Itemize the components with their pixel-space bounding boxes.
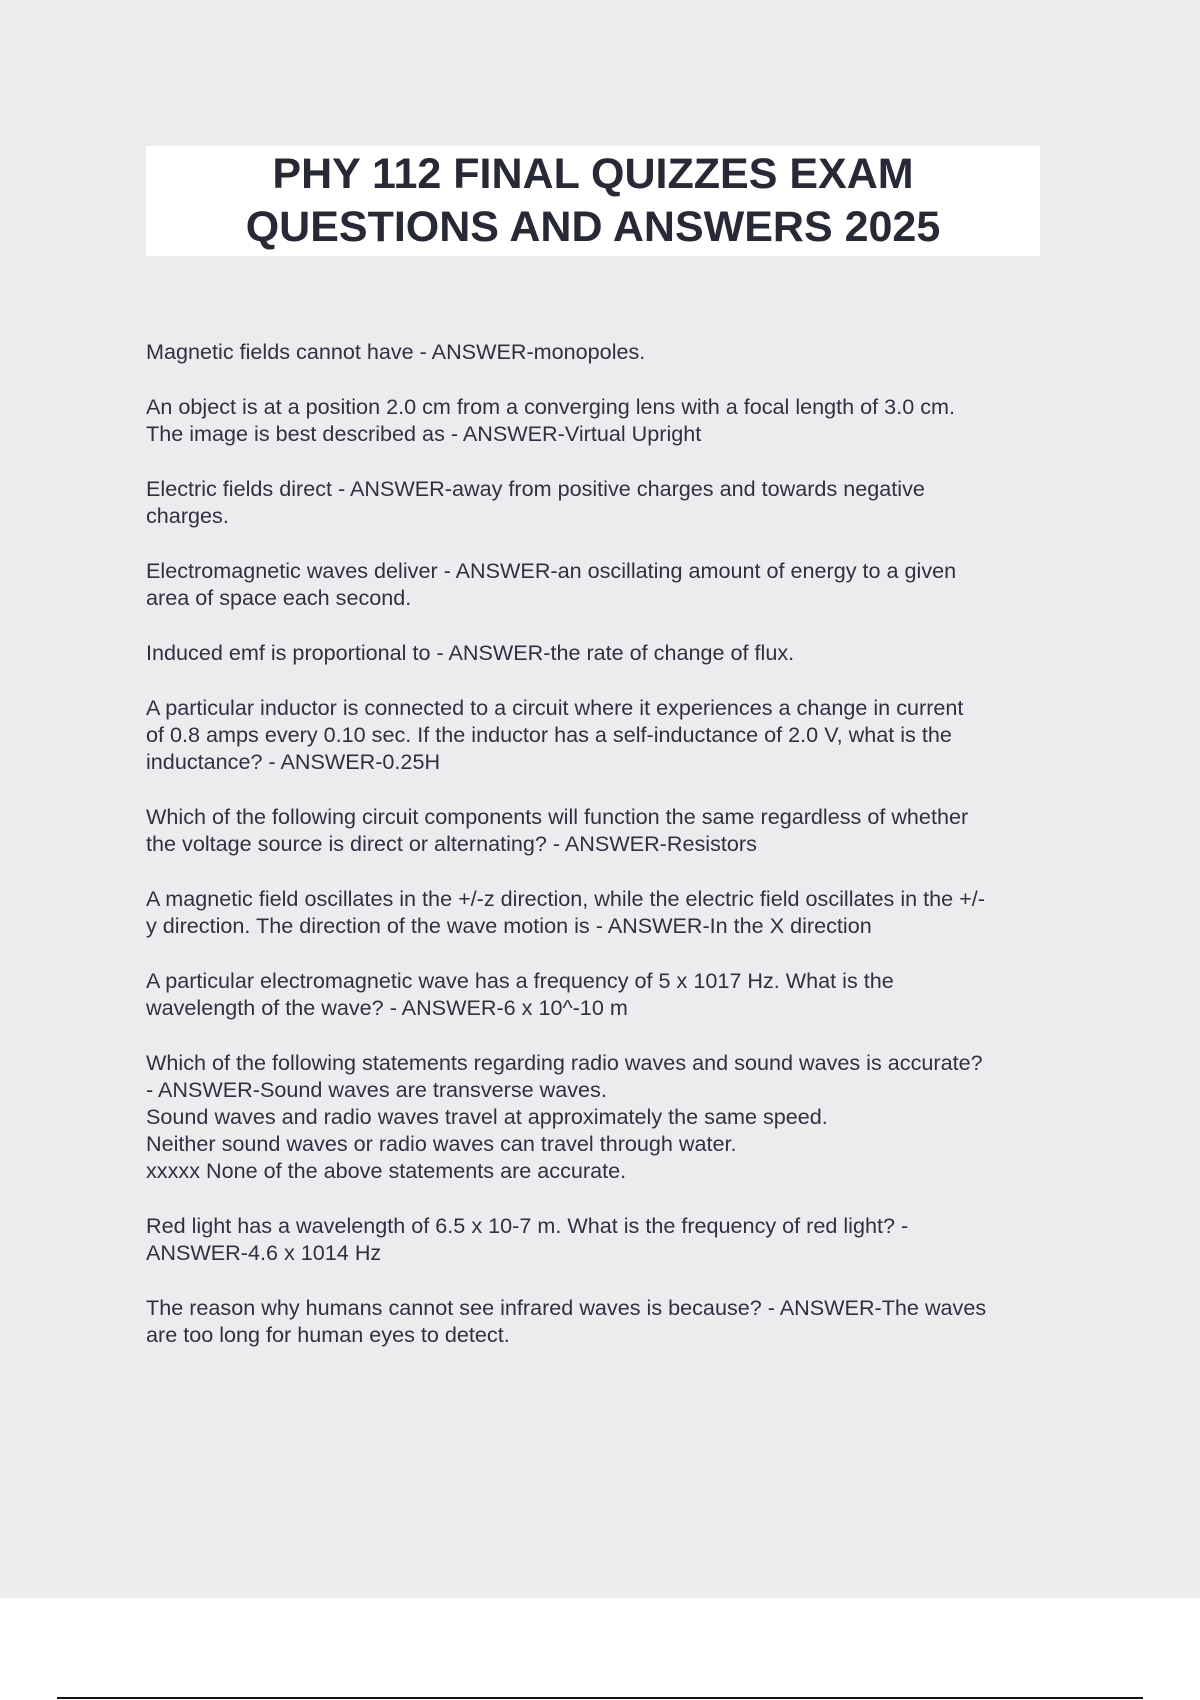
qa-line: wavelength of the wave? - ANSWER-6 x 10^-10 m (146, 995, 628, 1020)
qa-line: the voltage source is direct or alternating? - ANSWER-Resistors (146, 831, 757, 856)
qa-item (146, 885, 1090, 939)
qa-line: - ANSWER-Sound waves are transverse waves. (146, 1077, 607, 1102)
qa-item (146, 338, 1090, 365)
qa-line: The image is best described as - ANSWER-Virtual Upright (146, 421, 702, 446)
footer-divider (57, 1697, 1143, 1699)
qa-line: Which of the following circuit components will function the same regardless of whether (146, 804, 969, 829)
qa-line: inductance? - ANSWER-0.25H (146, 749, 441, 774)
qa-line: charges. (146, 503, 229, 528)
title-line-2: QUESTIONS AND ANSWERS 2025 (245, 203, 941, 251)
qa-item (146, 1212, 1090, 1266)
qa-item (146, 393, 1090, 447)
page-title (246, 148, 941, 254)
qa-item (146, 694, 1090, 775)
qa-line: Induced emf is proportional to - ANSWER-the rate of change of flux. (146, 640, 795, 665)
qa-line: ANSWER-4.6 x 1014 Hz (146, 1240, 382, 1265)
qa-item (146, 1294, 1090, 1348)
qa-line: A magnetic field oscillates in the +/-z direction, while the electric field oscillates in the +/- (146, 886, 985, 911)
qa-line: Electromagnetic waves deliver - ANSWER-an oscillating amount of energy to a given (146, 558, 957, 583)
qa-line: A particular electromagnetic wave has a frequency of 5 x 1017 Hz. What is the (146, 968, 894, 993)
qa-line: Electric fields direct - ANSWER-away from positive charges and towards negative (146, 476, 925, 501)
qa-line: Red light has a wavelength of 6.5 x 10-7 m. What is the frequency of red light? - (146, 1213, 909, 1238)
qa-line: y direction. The direction of the wave motion is - ANSWER-In the X direction (146, 913, 872, 938)
title-banner (146, 146, 1040, 256)
qa-line: Neither sound waves or radio waves can travel through water. (146, 1131, 737, 1156)
qa-line: A particular inductor is connected to a circuit where it experiences a change in current (146, 695, 964, 720)
qa-item (146, 967, 1090, 1021)
qa-item (146, 475, 1090, 529)
qa-item (146, 1049, 1090, 1184)
qa-line: area of space each second. (146, 585, 412, 610)
qa-line: are too long for human eyes to detect. (146, 1322, 510, 1347)
question-answer-list (146, 338, 1090, 1376)
qa-line: An object is at a position 2.0 cm from a converging lens with a focal length of 3.0 cm. (146, 394, 955, 419)
qa-item (146, 639, 1090, 666)
qa-line: Sound waves and radio waves travel at approximately the same speed. (146, 1104, 828, 1129)
title-line-1: PHY 112 FINAL QUIZZES EXAM (272, 150, 914, 198)
qa-line: Magnetic fields cannot have - ANSWER-monopoles. (146, 339, 646, 364)
qa-item (146, 557, 1090, 611)
qa-line: The reason why humans cannot see infrared waves is because? - ANSWER-The waves (146, 1295, 987, 1320)
qa-line: Which of the following statements regarding radio waves and sound waves is accurate? (146, 1050, 983, 1075)
qa-item (146, 803, 1090, 857)
qa-line: xxxxx None of the above statements are accurate. (146, 1158, 627, 1183)
qa-line: of 0.8 amps every 0.10 sec. If the inductor has a self-inductance of 2.0 V, what is the (146, 722, 952, 747)
